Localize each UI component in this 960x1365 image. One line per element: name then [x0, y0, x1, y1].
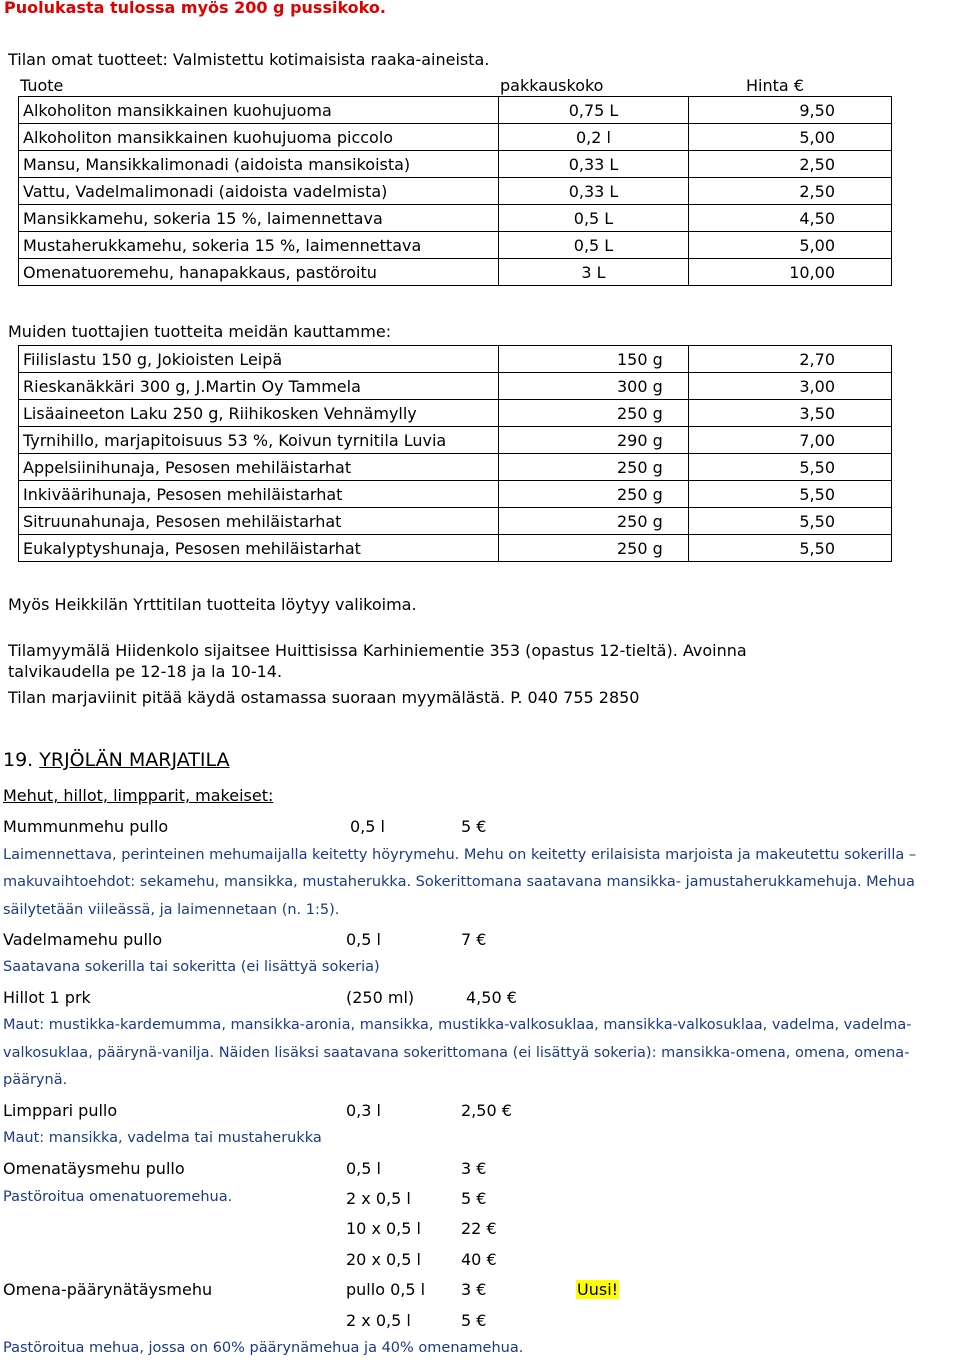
section-title	[3, 749, 230, 771]
top-note: Puolukasta tulossa myös 200 g pussikoko.	[4, 0, 386, 17]
price-cell: 5,00	[689, 124, 892, 151]
product-cell: Lisäaineeton Laku 250 g, Riihikosken Vehnämylly	[19, 400, 499, 427]
omenap-price-2: 5 €	[461, 1311, 487, 1330]
other-heading: Muiden tuottajien tuotteita meidän kauttamme:	[8, 322, 392, 341]
other-product-row	[19, 508, 892, 535]
omenap-name: Omena-päärynätäysmehu	[3, 1280, 213, 1299]
other-product-row	[19, 454, 892, 481]
shop-line-2: talvikaudella pe 12-18 ja la 10-14.	[8, 662, 283, 681]
size-cell: 250 g	[499, 481, 689, 508]
product-cell: Sitruunahunaja, Pesosen mehiläistarhat	[19, 508, 499, 535]
other-product-row	[19, 400, 892, 427]
size-cell: 250 g	[499, 508, 689, 535]
hillot-size: (250 ml)	[346, 988, 415, 1007]
own-product-row	[19, 178, 892, 205]
own-products-heading: Tilan omat tuotteet: Valmistettu kotimaisista raaka-aineista.	[8, 50, 490, 69]
size-cell: 0,33 L	[499, 151, 689, 178]
product-cell: Appelsiinihunaja, Pesosen mehiläistarhat	[19, 454, 499, 481]
size-cell: 0,33 L	[499, 178, 689, 205]
product-cell: Mansikkamehu, sokeria 15 %, laimennettava	[19, 205, 499, 232]
omena-size-4: 20 x 0,5 l	[346, 1250, 421, 1269]
size-cell: 300 g	[499, 373, 689, 400]
limppari-desc: Maut: mansikka, vadelma tai mustaherukka	[3, 1130, 322, 1146]
omena-price-3: 22 €	[461, 1219, 497, 1238]
omena-price: 3 €	[461, 1159, 487, 1178]
other-product-row	[19, 346, 892, 373]
other-product-row	[19, 481, 892, 508]
section-name: YRJÖLÄN MARJATILA	[39, 749, 230, 771]
product-cell: Fiilislastu 150 g, Jokioisten Leipä	[19, 346, 499, 373]
own-product-row	[19, 232, 892, 259]
size-cell: 0,75 L	[499, 97, 689, 124]
omena-size-3: 10 x 0,5 l	[346, 1219, 421, 1238]
omena-size-2: 2 x 0,5 l	[346, 1189, 411, 1208]
product-cell: Alkoholiton mansikkainen kuohujuoma	[19, 97, 499, 124]
price-cell: 7,00	[689, 427, 892, 454]
price-cell: 5,50	[689, 508, 892, 535]
own-product-row	[19, 124, 892, 151]
omena-price-4: 40 €	[461, 1250, 497, 1269]
size-cell: 0,5 L	[499, 205, 689, 232]
vadelma-size: 0,5 l	[346, 930, 381, 949]
vadelma-desc: Saatavana sokerilla tai sokeritta (ei lisättyä sokeria)	[3, 959, 380, 975]
product-cell: Rieskanäkkäri 300 g, J.Martin Oy Tammela	[19, 373, 499, 400]
size-cell: 0,5 L	[499, 232, 689, 259]
size-cell: 150 g	[499, 346, 689, 373]
shop-line-3: Tilan marjaviinit pitää käydä ostamassa suoraan myymälästä. P. 040 755 2850	[8, 688, 640, 707]
omenap-size: pullo 0,5 l	[346, 1280, 426, 1299]
product-cell: Vattu, Vadelmalimonadi (aidoista vadelmista)	[19, 178, 499, 205]
mummun-price: 5 €	[461, 817, 487, 836]
hillot-desc-1: Maut: mustikka-kardemumma, mansikka-aronia, mansikka, mustikka-valkosuklaa, mansikka-valkosuklaa, vadelma, vadelma-	[3, 1017, 912, 1033]
price-cell: 5,50	[689, 481, 892, 508]
limppari-size: 0,3 l	[346, 1101, 381, 1120]
mummun-size: 0,5 l	[350, 817, 385, 836]
mummun-desc-1: Laimennettava, perinteinen mehumaijalla keitetty höyrymehu. Mehu on keitetty erilaisista marjoista ja makeutettu sokerilla –	[3, 847, 917, 863]
price-cell: 5,50	[689, 535, 892, 562]
product-cell: Inkiväärihunaja, Pesosen mehiläistarhat	[19, 481, 499, 508]
omenap-desc: Pastöroitua mehua, jossa on 60% päärynämehua ja 40% omenamehua.	[3, 1340, 524, 1356]
product-cell: Mansu, Mansikkalimonadi (aidoista mansikoista)	[19, 151, 499, 178]
hillot-desc-3: päärynä.	[3, 1072, 68, 1088]
size-cell: 0,2 l	[499, 124, 689, 151]
own-product-row	[19, 205, 892, 232]
price-cell: 3,00	[689, 373, 892, 400]
mummun-name: Mummunmehu pullo	[3, 817, 169, 836]
col-header-price: Hinta €	[746, 76, 804, 95]
omena-name: Omenatäysmehu pullo	[3, 1159, 185, 1178]
price-cell: 3,50	[689, 400, 892, 427]
product-cell: Omenatuoremehu, hanapakkaus, pastöroitu	[19, 259, 499, 286]
other-product-row	[19, 535, 892, 562]
other-product-row	[19, 427, 892, 454]
heikkila-note: Myös Heikkilän Yrttitilan tuotteita löytyy valikoima.	[8, 595, 417, 614]
size-cell: 250 g	[499, 400, 689, 427]
limppari-name: Limppari pullo	[3, 1101, 118, 1120]
size-cell: 250 g	[499, 535, 689, 562]
price-cell: 2,70	[689, 346, 892, 373]
own-product-row	[19, 97, 892, 124]
shop-line-1: Tilamyymälä Hiidenkolo sijaitsee Huittisissa Karhiniementie 353 (opastus 12-tieltä). Avoinna	[8, 641, 747, 660]
own-products-table	[18, 96, 892, 286]
price-cell: 10,00	[689, 259, 892, 286]
hillot-price: 4,50 €	[466, 988, 517, 1007]
mummun-desc-2: makuvaihtoehdot: sekamehu, mansikka, mustaherukka. Sokerittomana saatavana mansikka- jamustaherukkamehuja. Mehua	[3, 874, 915, 890]
col-header-product: Tuote	[20, 76, 64, 95]
omenap-price: 3 €	[461, 1280, 487, 1299]
omena-size: 0,5 l	[346, 1159, 381, 1178]
section-number: 19.	[3, 749, 34, 771]
section-subtitle: Mehut, hillot, limpparit, makeiset:	[3, 786, 274, 805]
other-products-table	[18, 345, 892, 562]
own-product-row	[19, 259, 892, 286]
size-cell: 250 g	[499, 454, 689, 481]
product-cell: Alkoholiton mansikkainen kuohujuoma piccolo	[19, 124, 499, 151]
price-cell: 5,00	[689, 232, 892, 259]
price-cell: 9,50	[689, 97, 892, 124]
price-cell: 2,50	[689, 178, 892, 205]
limppari-price: 2,50 €	[461, 1101, 512, 1120]
new-badge: Uusi!	[577, 1280, 619, 1299]
product-cell: Eukalyptyshunaja, Pesosen mehiläistarhat	[19, 535, 499, 562]
col-header-size: pakkauskoko	[500, 76, 604, 95]
price-cell: 2,50	[689, 151, 892, 178]
product-cell: Mustaherukkamehu, sokeria 15 %, laimennettava	[19, 232, 499, 259]
price-cell: 4,50	[689, 205, 892, 232]
price-cell: 5,50	[689, 454, 892, 481]
vadelma-name: Vadelmamehu pullo	[3, 930, 163, 949]
own-product-row	[19, 151, 892, 178]
size-cell: 3 L	[499, 259, 689, 286]
hillot-desc-2: valkosuklaa, päärynä-vanilja. Näiden lisäksi saatavana sokerittomana (ei lisättyä sokeria): mansikka-omena, omena, omena-	[3, 1045, 910, 1061]
mummun-desc-3: säilytetään viileässä, ja laimennetaan (n. 1:5).	[3, 902, 340, 918]
other-product-row	[19, 373, 892, 400]
omena-desc: Pastöroitua omenatuoremehua.	[3, 1189, 233, 1205]
hillot-name: Hillot 1 prk	[3, 988, 91, 1007]
product-cell: Tyrnihillo, marjapitoisuus 53 %, Koivun tyrnitila Luvia	[19, 427, 499, 454]
omena-price-2: 5 €	[461, 1189, 487, 1208]
omenap-size-2: 2 x 0,5 l	[346, 1311, 411, 1330]
vadelma-price: 7 €	[461, 930, 487, 949]
size-cell: 290 g	[499, 427, 689, 454]
